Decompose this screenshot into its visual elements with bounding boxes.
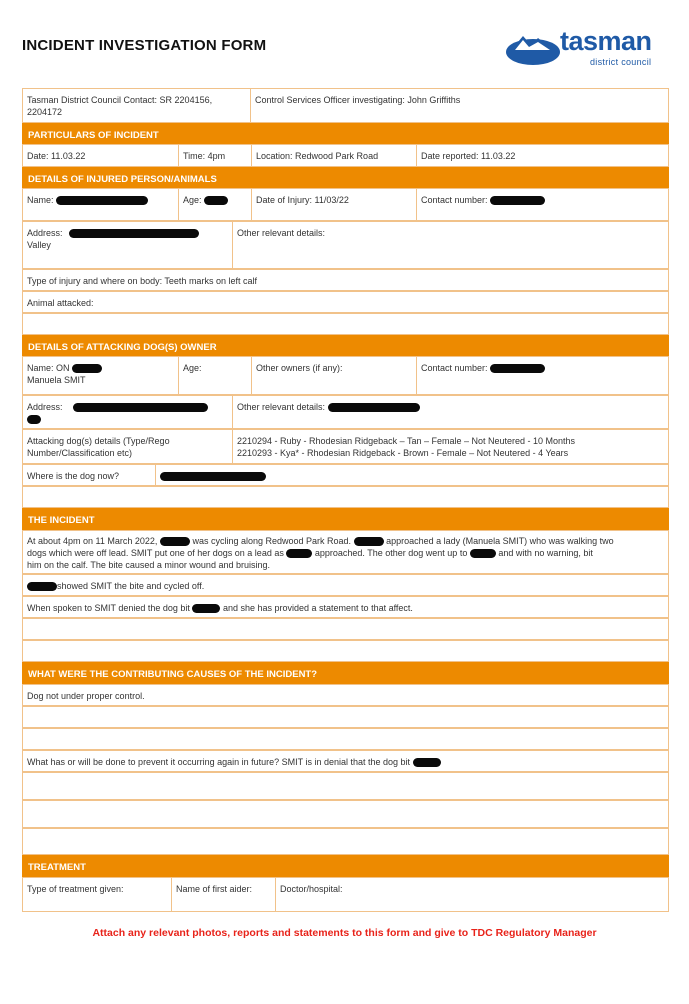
dogs-details	[232, 430, 670, 463]
officer-investigating: Control Services Officer investigating: John Griffiths	[250, 89, 670, 122]
prevention	[23, 751, 670, 771]
owner-header	[22, 335, 669, 356]
owner-address-row	[22, 395, 669, 429]
logo-word: tasman	[560, 26, 652, 56]
tasman-logo	[505, 24, 665, 70]
injured-address-line2: Valley	[27, 240, 51, 250]
injured-address	[23, 222, 232, 268]
narrative-part: and she has provided a statement to that affect.	[222, 603, 413, 613]
redaction	[490, 364, 545, 373]
narrative-part: showed SMIT the bite and cycled off.	[57, 581, 205, 591]
owner-address-label: Address:	[27, 402, 63, 412]
narrative-part: and with no warning, bit	[498, 548, 593, 558]
dogs-label: Attacking dog(s) details (Type/Rego Number/Classification etc)	[27, 436, 170, 458]
owner-heading: DETAILS OF ATTACKING DOG(S) OWNER	[28, 342, 217, 353]
redaction	[73, 403, 208, 412]
animal-attacked-row	[22, 291, 669, 313]
owner-name-label: Name: ON	[27, 363, 70, 373]
incident-location: Location: Redwood Park Road	[251, 145, 416, 166]
redaction	[204, 196, 228, 205]
logo-subtitle: district council	[590, 57, 652, 67]
owner-other-label: Other relevant details:	[237, 402, 326, 412]
prevention-row	[22, 750, 669, 772]
incident-narrative	[23, 531, 670, 573]
spacer-row	[22, 828, 669, 855]
dog-2: 2210293 - Kya* - Rhodesian Ridgeback - Brown - Female – Not Neutered - 4 Years	[237, 448, 569, 458]
injured-other-details: Other relevant details:	[232, 222, 670, 268]
incident-bite-shown	[23, 575, 670, 595]
prevention-text: What has or will be done to prevent it occurring again in future? SMIT is in denial that the dog bit	[27, 757, 411, 767]
causes-heading: WHAT WERE THE CONTRIBUTING CAUSES OF THE INCIDENT?	[28, 669, 318, 680]
injured-name-label: Name:	[27, 195, 54, 205]
redaction	[328, 403, 420, 412]
redaction	[160, 537, 190, 546]
injured-contact	[416, 189, 670, 220]
redaction	[286, 549, 312, 558]
incident-heading: THE INCIDENT	[28, 515, 95, 526]
injured-heading: DETAILS OF INJURED PERSON/ANIMALS	[28, 174, 217, 185]
footer-instruction: Attach any relevant photos, reports and statements to this form and give to TDC Regulatory Manager	[92, 927, 597, 939]
owner-other-details	[232, 396, 670, 428]
treatment-type: Type of treatment given:	[27, 884, 124, 894]
redaction	[192, 604, 220, 613]
redaction	[470, 549, 496, 558]
contact-row	[22, 88, 669, 123]
redaction	[56, 196, 148, 205]
incident-header	[22, 508, 669, 530]
spacer-row	[22, 313, 669, 335]
narrative-part: approached. The other dog went up to	[314, 548, 468, 558]
redaction	[490, 196, 545, 205]
injury-type-row	[22, 269, 669, 291]
redaction	[27, 415, 41, 424]
other-owners: Other owners (if any):	[251, 357, 416, 394]
injury-type: Type of injury and where on body: Teeth marks on left calf	[27, 276, 257, 286]
incident-row-2	[22, 574, 669, 596]
dog-location-row	[22, 464, 669, 486]
spacer-row	[22, 772, 669, 800]
particulars-heading: PARTICULARS OF INCIDENT	[28, 130, 159, 141]
particulars-row	[22, 144, 669, 167]
council-contact: Tasman District Council Contact: SR 2204156, 2204172	[27, 95, 213, 117]
mountain-logo-icon	[505, 26, 561, 66]
narrative-part: him on the calf. The bite caused a minor wound and bruising.	[27, 560, 270, 570]
date-of-injury: Date of Injury: 11/03/22	[251, 189, 416, 220]
incident-denial	[23, 597, 670, 617]
injured-age	[178, 189, 251, 220]
causes-row	[22, 684, 669, 706]
redaction	[354, 537, 384, 546]
incident-row-3	[22, 596, 669, 618]
spacer-row	[22, 728, 669, 750]
first-aider: Name of first aider:	[171, 878, 275, 911]
narrative-part: was cycling along Redwood Park Road.	[192, 536, 352, 546]
particulars-header	[22, 123, 669, 144]
owner-address	[23, 396, 232, 428]
injured-contact-label: Contact number:	[421, 195, 488, 205]
animal-attacked: Animal attacked:	[27, 298, 94, 308]
owner-name	[23, 357, 178, 394]
owner-name-value: Manuela SMIT	[27, 375, 86, 385]
incident-narrative-row	[22, 530, 669, 574]
injured-address-label: Address:	[27, 228, 63, 238]
redaction	[72, 364, 102, 373]
form-title: INCIDENT INVESTIGATION FORM	[22, 37, 267, 54]
narrative-part: approached a lady (Manuela SMIT) who was walking two	[386, 536, 614, 546]
owner-contact	[416, 357, 670, 394]
treatment-heading: TREATMENT	[28, 862, 86, 873]
incident-time: Time: 4pm	[178, 145, 251, 166]
injured-header	[22, 167, 669, 188]
dog-location-value	[155, 465, 670, 485]
owner-contact-label: Contact number:	[421, 363, 488, 373]
dogs-row	[22, 429, 669, 464]
redaction	[160, 472, 266, 481]
narrative-part: When spoken to SMIT denied the dog bit	[27, 603, 190, 613]
spacer-row	[22, 706, 669, 728]
dog-location-label: Where is the dog now?	[27, 471, 120, 481]
owner-row	[22, 356, 669, 395]
injured-row	[22, 188, 669, 221]
redaction	[27, 582, 57, 591]
treatment-row	[22, 877, 669, 912]
doctor-hospital: Doctor/hospital:	[275, 878, 670, 911]
treatment-header	[22, 855, 669, 877]
spacer-row	[22, 486, 669, 508]
redaction	[413, 758, 441, 767]
owner-age: Age:	[178, 357, 251, 394]
narrative-part: At about 4pm on 11 March 2022,	[27, 536, 158, 546]
spacer-row	[22, 618, 669, 640]
spacer-row	[22, 800, 669, 828]
incident-date: Date: 11.03.22	[27, 151, 86, 161]
injured-age-label: Age:	[183, 195, 202, 205]
injured-name	[23, 189, 178, 220]
spacer-row	[22, 640, 669, 662]
narrative-part: dogs which were off lead. SMIT put one of her dogs on a lead as	[27, 548, 284, 558]
causes-header	[22, 662, 669, 684]
date-reported: Date reported: 11.03.22	[416, 145, 670, 166]
redaction	[69, 229, 199, 238]
injured-address-row	[22, 221, 669, 269]
dog-1: 2210294 - Ruby - Rhodesian Ridgeback – Tan – Female – Not Neutered - 10 Months	[237, 436, 576, 446]
cause-1: Dog not under proper control.	[27, 691, 145, 701]
